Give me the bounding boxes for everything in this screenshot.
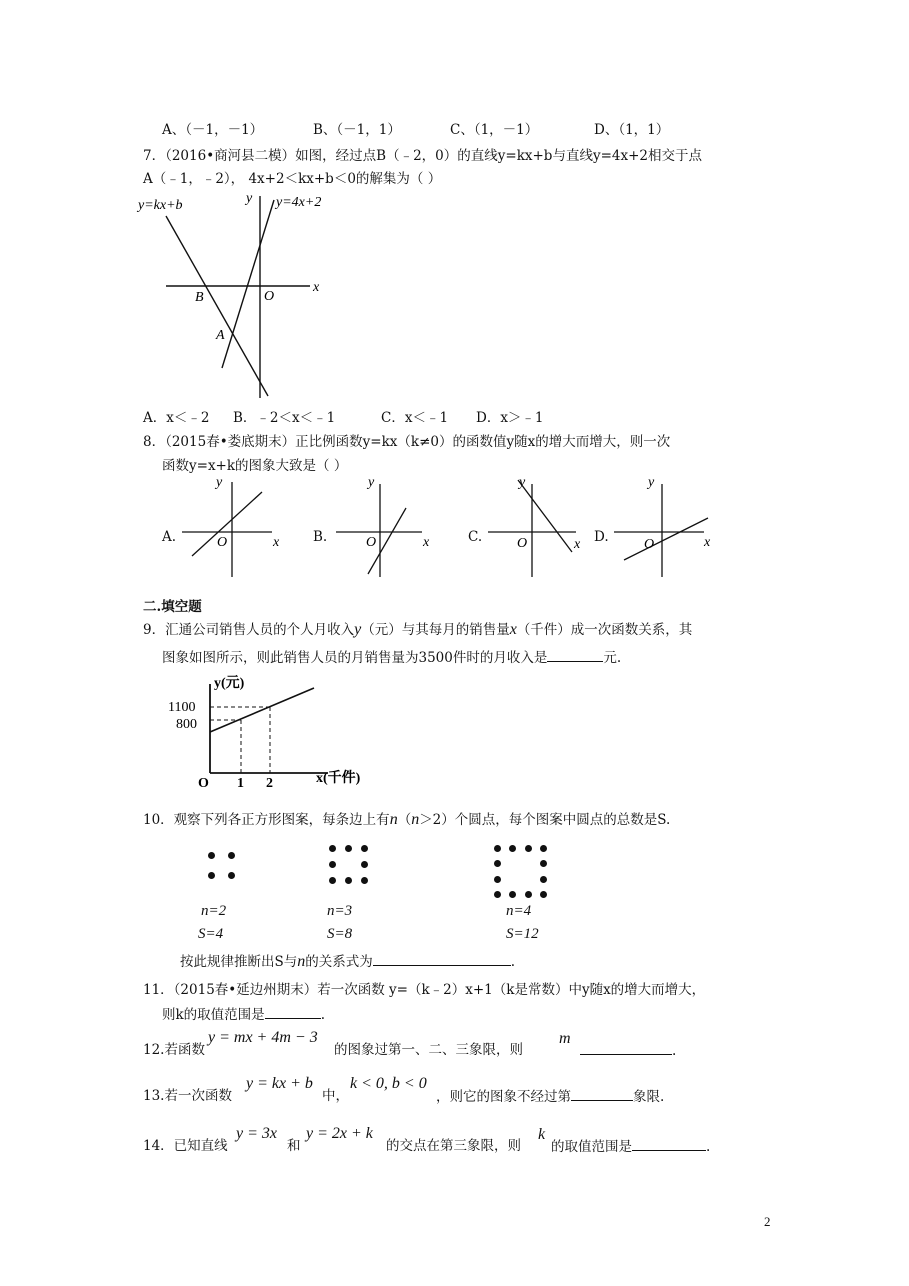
q9-tick-x2: 2 xyxy=(266,776,273,791)
q11-answer-blank xyxy=(265,1004,321,1019)
q9-graph-line xyxy=(210,688,314,732)
q12-m-var: m xyxy=(559,1030,571,1047)
q10-caption-n3: n=3 xyxy=(327,903,353,919)
q12-answer-blank xyxy=(580,1040,672,1055)
q7-label-kxb: y=kx+b xyxy=(138,198,183,213)
q13-text-c xyxy=(436,1086,664,1107)
q10-caption-s2: S=4 xyxy=(198,926,224,942)
q9-stem-line2 xyxy=(162,647,621,668)
q14-formula-1: y = 3x xyxy=(236,1125,277,1142)
dot xyxy=(329,861,336,868)
q12-text-a: 12.若函数 xyxy=(143,1042,205,1058)
dot xyxy=(329,877,336,884)
q12-text-c: . xyxy=(672,1043,677,1059)
q8a-y-label: y xyxy=(216,475,223,490)
q10-text-2a: 按此规律推断出S与 xyxy=(180,954,298,970)
q13-text-a: 13.若一次函数 xyxy=(143,1088,232,1104)
q6-option-b: B、（－1，1） xyxy=(313,122,401,138)
q7-option-b: B．﹣2＜x＜﹣1 xyxy=(233,410,336,426)
dot xyxy=(494,876,501,883)
q8b-y-label: y xyxy=(368,475,375,490)
q10-n-var: n xyxy=(389,811,398,828)
q9-x-var: x xyxy=(509,621,517,638)
section-title-fill-in: 二.填空题 xyxy=(143,599,202,615)
q9-text-2b: 元. xyxy=(603,650,622,666)
q14-text-c xyxy=(551,1136,710,1157)
q10-stem-line1 xyxy=(143,810,670,830)
q11-stem-line1: 11．（2015春•延边州期末）若一次函数 y=（k﹣2）x+1（k是常数）中y随x的增大而增大， xyxy=(143,982,706,998)
q9-origin: O xyxy=(198,776,209,791)
q9-y-label: y(元) xyxy=(214,676,245,691)
q7-stem-line2: A（﹣1，﹣2）， 4x+2＜kx+b＜0的解集为（ ） xyxy=(143,171,442,187)
q13-text-c-span: ，则它的图象不经过第 xyxy=(436,1089,571,1105)
q9-tick-1100: 1100 xyxy=(168,700,196,715)
q8a-o-label: O xyxy=(217,535,228,550)
q11-text-2a: 则k的取值范围是 xyxy=(162,1007,265,1023)
q10-caption-s3: S=8 xyxy=(327,926,353,942)
q7-option-c: C．x＜﹣1 xyxy=(381,410,449,426)
q7-line-kxb xyxy=(166,216,268,396)
q9-answer-blank xyxy=(547,647,603,662)
q8c-o-label: O xyxy=(517,536,528,551)
q8-graph-c-label: C. xyxy=(468,529,483,545)
q7-label-x: x xyxy=(313,280,320,295)
q8-stem-line2: 函数y=x+k的图象大致是（ ） xyxy=(162,458,348,474)
q10-answer-blank xyxy=(373,951,511,966)
q13-text-d: 象限. xyxy=(633,1089,665,1105)
q10-caption-n2: n=2 xyxy=(201,903,227,919)
q8b-x-label: x xyxy=(423,535,430,550)
q7-label-4x2: y=4x+2 xyxy=(276,195,322,210)
q9-text-1b: （元）与其每月的销售量 xyxy=(361,622,510,638)
q8-graph-d-label: D. xyxy=(594,529,609,545)
dot xyxy=(361,861,368,868)
dot xyxy=(540,891,547,898)
q12-answer-line xyxy=(580,1040,676,1061)
q10-text-2b: 的关系式为 xyxy=(305,954,373,970)
q13-condition: k < 0, b < 0 xyxy=(350,1075,427,1092)
q14-text-c-span: 的取值范围是 xyxy=(551,1139,632,1155)
q14-text-and: 和 xyxy=(287,1138,301,1154)
q8-graph-a xyxy=(180,472,290,580)
dot xyxy=(361,845,368,852)
q7-option-d: D．x＞﹣1 xyxy=(476,410,544,426)
q9-y-var: y xyxy=(354,621,362,638)
q8d-o-label: O xyxy=(644,537,655,552)
q8-graph-d xyxy=(612,472,722,580)
q10-n-var-3: n xyxy=(297,953,306,970)
q12-formula: y = mx + 4m − 3 xyxy=(208,1029,318,1046)
q10-text-1b: ＞2）个圆点，每个图案中圆点的总数是S. xyxy=(419,812,671,828)
q13-text-b: 中， xyxy=(322,1088,349,1104)
q14-text-b: 的交点在第三象限，则 xyxy=(386,1138,521,1154)
q10-text-1a: 10．观察下列各正方形图案，每条边上有 xyxy=(143,812,390,828)
q10-n-var-2: n xyxy=(411,811,420,828)
q11-text-2b: . xyxy=(320,1007,325,1023)
q7-label-b: B xyxy=(195,290,204,305)
dot xyxy=(208,852,215,859)
q7-label-a: A xyxy=(216,328,225,343)
q8-graph-b-label: B. xyxy=(313,529,328,545)
q8a-x-label: x xyxy=(273,535,280,550)
q6-option-a: A、（－1，－1） xyxy=(162,122,264,138)
q9-text-1c: （千件）成一次函数关系，其 xyxy=(516,622,693,638)
q10-text-2c: . xyxy=(510,954,516,970)
q8c-y-label: y xyxy=(519,475,526,490)
q8c-x-label: x xyxy=(574,537,581,552)
q9-text-1a: 9．汇通公司销售人员的个人月收入 xyxy=(143,622,355,638)
q14-k-var: k xyxy=(538,1126,546,1143)
dot xyxy=(345,845,352,852)
dot xyxy=(345,877,352,884)
q13-answer-blank xyxy=(571,1086,633,1101)
q6-option-d: D、（1，1） xyxy=(594,122,670,138)
q9-stem-line1 xyxy=(143,620,692,640)
q9-tick-x1: 1 xyxy=(237,776,244,791)
q7-label-o: O xyxy=(264,289,275,304)
q7-label-y: y xyxy=(246,191,253,206)
dot xyxy=(329,845,336,852)
dot xyxy=(494,845,501,852)
q6-option-c: C、（1，－1） xyxy=(450,122,539,138)
dot xyxy=(208,872,215,879)
q10-caption-n4: n=4 xyxy=(506,903,532,919)
q7-graph xyxy=(138,188,338,403)
q14-text-d: . xyxy=(706,1139,711,1155)
q10-stem-line2 xyxy=(180,951,515,972)
dot xyxy=(494,891,501,898)
q9-text-2a: 图象如图所示，则此销售人员的月销售量为3500件时的月收入是 xyxy=(162,650,548,666)
q14-answer-blank xyxy=(632,1136,706,1151)
q12-text-b: 的图象过第一、二、三象限，则 xyxy=(334,1042,523,1058)
q9-x-label: x(千件) xyxy=(316,771,361,786)
page-number: 2 xyxy=(764,1214,771,1229)
dot xyxy=(525,845,532,852)
q9-graph xyxy=(160,672,390,794)
q7-option-a: A．x＜﹣2 xyxy=(143,410,210,426)
q10-pattern-n2 xyxy=(205,852,239,880)
q8-graph-c xyxy=(486,472,596,580)
dot xyxy=(509,845,516,852)
dot xyxy=(540,860,547,867)
dot xyxy=(228,852,235,859)
q10-paren-open: （ xyxy=(397,812,412,828)
q11-stem-line2 xyxy=(162,1004,325,1025)
q8b-o-label: O xyxy=(366,535,377,550)
q14-formula-2: y = 2x + k xyxy=(306,1125,373,1142)
q10-pattern-n4 xyxy=(494,845,548,899)
q7-stem-line1: 7．（2016•商河县二模）如图，经过点B（﹣2，0）的直线y=kx+b与直线y=4x+2相交于点 xyxy=(143,148,702,164)
q8d-y-label: y xyxy=(648,475,655,490)
dot xyxy=(494,860,501,867)
q8d-graph-line xyxy=(624,518,708,560)
q10-caption-s4: S=12 xyxy=(506,926,539,942)
q8-graph-b xyxy=(332,472,442,580)
dot xyxy=(540,876,547,883)
q8-graph-a-label: A. xyxy=(162,529,177,545)
q10-pattern-n3 xyxy=(329,845,369,885)
dot xyxy=(509,891,516,898)
q8-stem-line1: 8．（2015春•娄底期末）正比例函数y=kx（k≠0）的函数值y随x的增大而增大，则一次 xyxy=(143,434,671,450)
q14-text-a: 14．已知直线 xyxy=(143,1138,228,1154)
dot xyxy=(228,872,235,879)
q8d-x-label: x xyxy=(704,535,711,550)
q13-formula: y = kx + b xyxy=(246,1075,313,1092)
q7-line-4x2 xyxy=(222,200,274,368)
dot xyxy=(525,891,532,898)
q9-tick-800: 800 xyxy=(176,717,197,732)
dot xyxy=(361,877,368,884)
dot xyxy=(540,845,547,852)
